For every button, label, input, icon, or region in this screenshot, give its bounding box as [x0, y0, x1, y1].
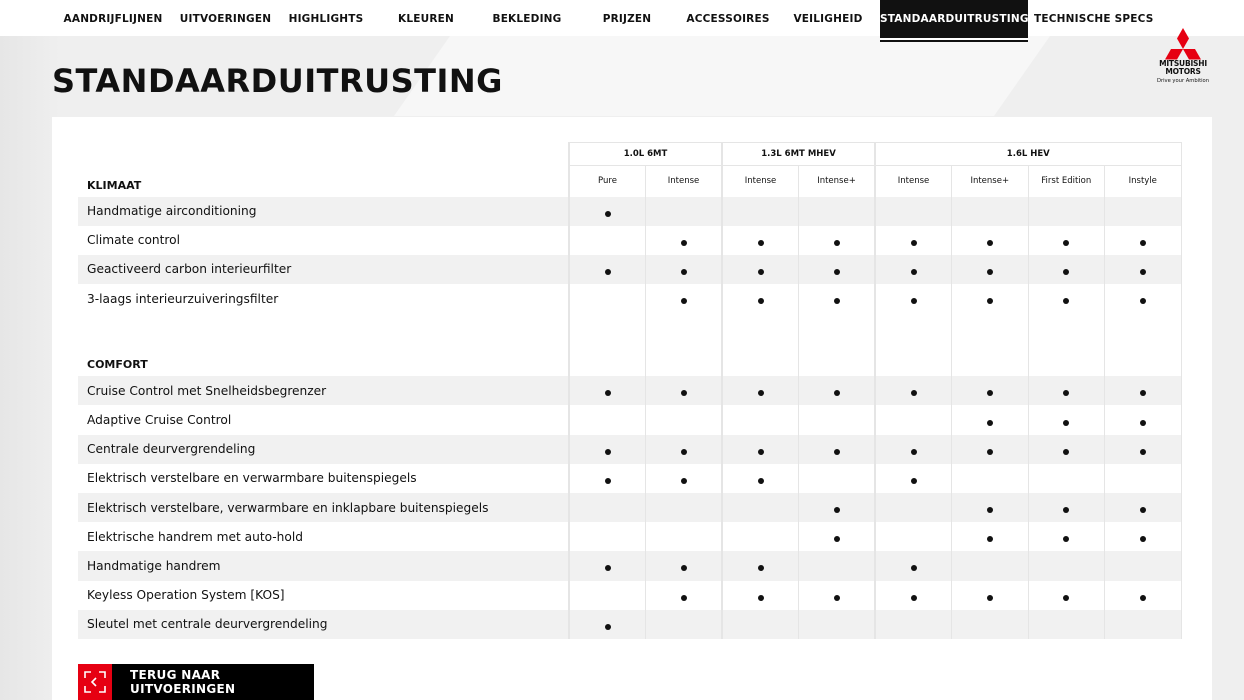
- standard-dot-icon: [911, 478, 917, 484]
- availability-cell: [569, 255, 646, 284]
- standard-dot-icon: [1140, 269, 1146, 275]
- availability-cell: [875, 197, 952, 226]
- page-title: STANDAARDUITRUSTING: [52, 62, 503, 100]
- section-header-cell: [569, 341, 646, 376]
- section-header-cell: [799, 341, 876, 376]
- standard-dot-icon: [758, 565, 764, 571]
- availability-cell: [722, 284, 799, 313]
- availability-cell: [646, 551, 723, 580]
- availability-cell: [569, 610, 646, 639]
- nav-item-accessoires[interactable]: ACCESSOIRES: [686, 13, 770, 25]
- availability-cell: [722, 376, 799, 405]
- standard-dot-icon: [605, 478, 611, 484]
- spacer-cell: [722, 313, 799, 341]
- availability-cell: [952, 610, 1029, 639]
- section-header-cell: [646, 341, 723, 376]
- availability-cell: [722, 610, 799, 639]
- standard-dot-icon: [758, 240, 764, 246]
- feature-name: Keyless Operation System [KOS]: [87, 588, 285, 603]
- standard-dot-icon: [1140, 507, 1146, 513]
- availability-cell: [569, 464, 646, 493]
- back-button-label: TERUG NAAR UITVOERINGEN: [130, 668, 236, 696]
- trim-header: Intense: [646, 166, 723, 197]
- availability-cell: [799, 284, 876, 313]
- availability-cell: [952, 255, 1029, 284]
- availability-cell: [875, 522, 952, 551]
- background-gradient: [0, 36, 60, 700]
- standard-dot-icon: [987, 595, 993, 601]
- availability-cell: [1028, 405, 1105, 434]
- availability-cell: [1028, 464, 1105, 493]
- mitsubishi-diamonds-icon: [1165, 28, 1201, 60]
- availability-cell: [952, 405, 1029, 434]
- standard-dot-icon: [681, 269, 687, 275]
- section-title: KLIMAAT: [87, 178, 142, 192]
- availability-cell: [799, 435, 876, 464]
- table-row: [78, 405, 1181, 434]
- engine-header: 1.6L HEV: [875, 143, 1181, 166]
- logo-tagline: Drive your Ambition: [1156, 78, 1210, 84]
- availability-cell: [875, 464, 952, 493]
- availability-cell: [646, 376, 723, 405]
- availability-cell: [799, 255, 876, 284]
- standard-dot-icon: [681, 390, 687, 396]
- availability-cell: [646, 610, 723, 639]
- feature-name: Adaptive Cruise Control: [87, 413, 232, 428]
- availability-cell: [1105, 226, 1182, 255]
- standard-dot-icon: [834, 298, 840, 304]
- standard-dot-icon: [834, 269, 840, 275]
- spacer-cell: [646, 313, 723, 341]
- standard-dot-icon: [834, 240, 840, 246]
- standard-dot-icon: [987, 298, 993, 304]
- availability-cell: [1105, 376, 1182, 405]
- table-row: [78, 581, 1181, 610]
- standard-dot-icon: [911, 269, 917, 275]
- feature-name: Handmatige handrem: [78, 551, 569, 580]
- feature-name: 3-laags interieurzuiveringsfilter: [87, 291, 279, 306]
- spacer-cell: [1105, 313, 1182, 341]
- engine-header: 1.0L 6MT: [569, 143, 722, 166]
- table-row: [78, 522, 1181, 551]
- standard-dot-icon: [758, 595, 764, 601]
- availability-cell: [1105, 493, 1182, 522]
- trim-header: Pure: [569, 166, 646, 197]
- availability-cell: [569, 197, 646, 226]
- availability-cell: [569, 435, 646, 464]
- availability-cell: [646, 522, 723, 551]
- availability-cell: [1105, 255, 1182, 284]
- availability-cell: [952, 197, 1029, 226]
- availability-cell: [952, 284, 1029, 313]
- brand-logo[interactable]: [1148, 28, 1218, 90]
- availability-cell: [646, 284, 723, 313]
- availability-cell: [1105, 610, 1182, 639]
- trim-header-row: [78, 166, 1181, 197]
- availability-cell: [1028, 551, 1105, 580]
- nav-item-highlights[interactable]: HIGHLIGHTS: [288, 13, 364, 25]
- spacer-cell: [952, 313, 1029, 341]
- standard-dot-icon: [681, 595, 687, 601]
- availability-cell: [875, 405, 952, 434]
- engine-header: 1.3L 6MT MHEV: [722, 143, 875, 166]
- availability-cell: [952, 464, 1029, 493]
- standard-dot-icon: [681, 449, 687, 455]
- standard-dot-icon: [605, 624, 611, 630]
- standard-dot-icon: [1063, 298, 1069, 304]
- table-row: [78, 610, 1181, 639]
- standard-dot-icon: [911, 298, 917, 304]
- availability-cell: [1028, 376, 1105, 405]
- availability-cell: [1105, 522, 1182, 551]
- availability-cell: [1028, 197, 1105, 226]
- spacer-cell: [1028, 313, 1105, 341]
- availability-cell: [799, 197, 876, 226]
- spacer-cell: [875, 313, 952, 341]
- standard-dot-icon: [1140, 390, 1146, 396]
- availability-cell: [569, 522, 646, 551]
- section-header-cell: [875, 341, 952, 376]
- availability-cell: [722, 581, 799, 610]
- availability-cell: [1028, 522, 1105, 551]
- table-row: [78, 226, 1181, 255]
- availability-cell: [875, 610, 952, 639]
- availability-cell: [952, 581, 1029, 610]
- standard-dot-icon: [605, 565, 611, 571]
- feature-name: Handmatige airconditioning: [78, 197, 569, 226]
- table-row: [78, 284, 1181, 313]
- feature-name: Centrale deurvergrendeling: [78, 435, 569, 464]
- nav-item-veiligheid[interactable]: VEILIGHEID: [793, 13, 863, 25]
- engine-header-row: [78, 143, 1181, 166]
- availability-cell: [646, 581, 723, 610]
- standard-dot-icon: [834, 536, 840, 542]
- spacer-cell: [799, 313, 876, 341]
- table-row: [78, 435, 1181, 464]
- standard-dot-icon: [1140, 595, 1146, 601]
- feature-name: Elektrische handrem met auto-hold: [87, 529, 303, 544]
- availability-cell: [646, 405, 723, 434]
- nav-item-standaarduitrusting[interactable]: STANDAARDUITRUSTING: [880, 0, 1028, 40]
- standard-dot-icon: [758, 478, 764, 484]
- standard-dot-icon: [1140, 449, 1146, 455]
- availability-cell: [569, 284, 646, 313]
- availability-cell: [1105, 464, 1182, 493]
- standard-dot-icon: [911, 565, 917, 571]
- availability-cell: [799, 493, 876, 522]
- standard-dot-icon: [758, 390, 764, 396]
- availability-cell: [875, 255, 952, 284]
- standard-dot-icon: [605, 211, 611, 217]
- availability-cell: [646, 226, 723, 255]
- section-title: COMFORT: [87, 358, 148, 372]
- expand-corners-icon: [78, 664, 112, 700]
- availability-cell: [646, 464, 723, 493]
- availability-cell: [799, 376, 876, 405]
- availability-cell: [646, 493, 723, 522]
- availability-cell: [875, 551, 952, 580]
- header-spacer: [78, 143, 569, 166]
- spec-card: [52, 117, 1212, 700]
- availability-cell: [799, 581, 876, 610]
- standard-dot-icon: [834, 595, 840, 601]
- nav-item-bekleding[interactable]: BEKLEDING: [492, 13, 562, 25]
- standard-dot-icon: [834, 449, 840, 455]
- availability-cell: [1105, 284, 1182, 313]
- table-row: [78, 376, 1181, 405]
- table-row: [78, 551, 1181, 580]
- feature-name: Geactiveerd carbon interieurfilter: [78, 255, 569, 284]
- trim-header: Instyle: [1105, 166, 1182, 197]
- section-header-row: [78, 341, 1181, 376]
- availability-cell: [799, 522, 876, 551]
- feature-name: Cruise Control met Snelheidsbegrenzer: [78, 376, 569, 405]
- standard-dot-icon: [758, 449, 764, 455]
- standard-dot-icon: [987, 240, 993, 246]
- availability-cell: [875, 435, 952, 464]
- availability-cell: [875, 493, 952, 522]
- standard-dot-icon: [1140, 240, 1146, 246]
- standard-dot-icon: [681, 565, 687, 571]
- availability-cell: [952, 522, 1029, 551]
- table-row: [78, 255, 1181, 284]
- availability-cell: [722, 493, 799, 522]
- availability-cell: [569, 551, 646, 580]
- availability-cell: [569, 405, 646, 434]
- standard-dot-icon: [681, 240, 687, 246]
- availability-cell: [799, 551, 876, 580]
- availability-cell: [722, 435, 799, 464]
- availability-cell: [722, 551, 799, 580]
- availability-cell: [1028, 284, 1105, 313]
- standard-dot-icon: [1063, 240, 1069, 246]
- standard-dot-icon: [834, 507, 840, 513]
- section-header-cell: [722, 341, 799, 376]
- feature-name: Elektrisch verstelbare, verwarmbare en inklapbare buitenspiegels: [78, 493, 569, 522]
- availability-cell: [1028, 581, 1105, 610]
- standard-dot-icon: [758, 269, 764, 275]
- logo-brand-line2: MOTORS: [1165, 67, 1201, 76]
- standard-dot-icon: [605, 269, 611, 275]
- availability-cell: [875, 581, 952, 610]
- trim-header: Intense+: [952, 166, 1029, 197]
- back-to-versions-button[interactable]: [78, 664, 314, 700]
- spacer-cell: [569, 313, 646, 341]
- availability-cell: [875, 284, 952, 313]
- availability-cell: [569, 226, 646, 255]
- availability-cell: [722, 197, 799, 226]
- availability-cell: [952, 226, 1029, 255]
- standard-dot-icon: [911, 595, 917, 601]
- section-spacer: [78, 313, 1181, 341]
- feature-name: Climate control: [87, 233, 181, 248]
- section-header-cell: [1105, 341, 1182, 376]
- availability-cell: [569, 581, 646, 610]
- availability-cell: [722, 255, 799, 284]
- standard-dot-icon: [911, 390, 917, 396]
- trim-header: Intense: [722, 166, 799, 197]
- availability-cell: [646, 255, 723, 284]
- section-header-cell: [1028, 341, 1105, 376]
- trim-header: Intense: [875, 166, 952, 197]
- standard-dot-icon: [987, 449, 993, 455]
- standard-dot-icon: [987, 536, 993, 542]
- availability-cell: [799, 464, 876, 493]
- table-row: [78, 197, 1181, 226]
- standard-dot-icon: [987, 420, 993, 426]
- availability-cell: [722, 464, 799, 493]
- standard-dot-icon: [834, 390, 840, 396]
- standard-dot-icon: [758, 298, 764, 304]
- standard-dot-icon: [911, 240, 917, 246]
- availability-cell: [1028, 435, 1105, 464]
- nav-item-uitvoeringen[interactable]: UITVOERINGEN: [179, 13, 272, 25]
- availability-cell: [952, 493, 1029, 522]
- nav-item-technische-specs[interactable]: TECHNISCHE SPECS: [1034, 13, 1154, 25]
- standard-dot-icon: [1140, 420, 1146, 426]
- trim-header: First Edition: [1028, 166, 1105, 197]
- standard-dot-icon: [1063, 507, 1069, 513]
- availability-cell: [1028, 226, 1105, 255]
- standard-dot-icon: [1063, 390, 1069, 396]
- nav-item-aandrijflijnen[interactable]: AANDRIJFLIJNEN: [63, 13, 163, 25]
- standard-dot-icon: [1063, 595, 1069, 601]
- standard-dot-icon: [911, 449, 917, 455]
- standard-dot-icon: [987, 269, 993, 275]
- section-header-cell: [952, 341, 1029, 376]
- availability-cell: [875, 376, 952, 405]
- standard-dot-icon: [987, 390, 993, 396]
- availability-cell: [1028, 610, 1105, 639]
- availability-cell: [799, 610, 876, 639]
- standard-dot-icon: [1063, 420, 1069, 426]
- availability-cell: [1105, 581, 1182, 610]
- availability-cell: [646, 197, 723, 226]
- availability-cell: [875, 226, 952, 255]
- availability-cell: [1105, 551, 1182, 580]
- logo-brand-line1: MITSUBISHI: [1159, 59, 1207, 68]
- availability-cell: [1028, 255, 1105, 284]
- standard-dot-icon: [1063, 536, 1069, 542]
- standard-dot-icon: [1140, 536, 1146, 542]
- equipment-table: [78, 142, 1182, 639]
- trim-header: Intense+: [799, 166, 876, 197]
- spacer-cell: [78, 313, 569, 341]
- table-row: [78, 464, 1181, 493]
- availability-cell: [722, 226, 799, 255]
- standard-dot-icon: [1063, 269, 1069, 275]
- availability-cell: [646, 435, 723, 464]
- table-row: [78, 493, 1181, 522]
- standard-dot-icon: [987, 507, 993, 513]
- feature-name: Sleutel met centrale deurvergrendeling: [78, 610, 569, 639]
- standard-dot-icon: [605, 449, 611, 455]
- availability-cell: [952, 435, 1029, 464]
- availability-cell: [952, 551, 1029, 580]
- top-navigation: [0, 0, 1244, 36]
- availability-cell: [1105, 405, 1182, 434]
- nav-item-kleuren[interactable]: KLEUREN: [398, 13, 454, 25]
- availability-cell: [569, 493, 646, 522]
- standard-dot-icon: [1140, 298, 1146, 304]
- feature-name: Elektrisch verstelbare en verwarmbare buitenspiegels: [87, 471, 417, 486]
- availability-cell: [569, 376, 646, 405]
- standard-dot-icon: [681, 298, 687, 304]
- availability-cell: [799, 405, 876, 434]
- availability-cell: [1105, 435, 1182, 464]
- availability-cell: [722, 522, 799, 551]
- standard-dot-icon: [605, 390, 611, 396]
- availability-cell: [722, 405, 799, 434]
- standard-dot-icon: [681, 478, 687, 484]
- availability-cell: [1028, 493, 1105, 522]
- availability-cell: [952, 376, 1029, 405]
- availability-cell: [1105, 197, 1182, 226]
- availability-cell: [799, 226, 876, 255]
- standard-dot-icon: [1063, 449, 1069, 455]
- nav-item-prijzen[interactable]: PRIJZEN: [602, 13, 652, 25]
